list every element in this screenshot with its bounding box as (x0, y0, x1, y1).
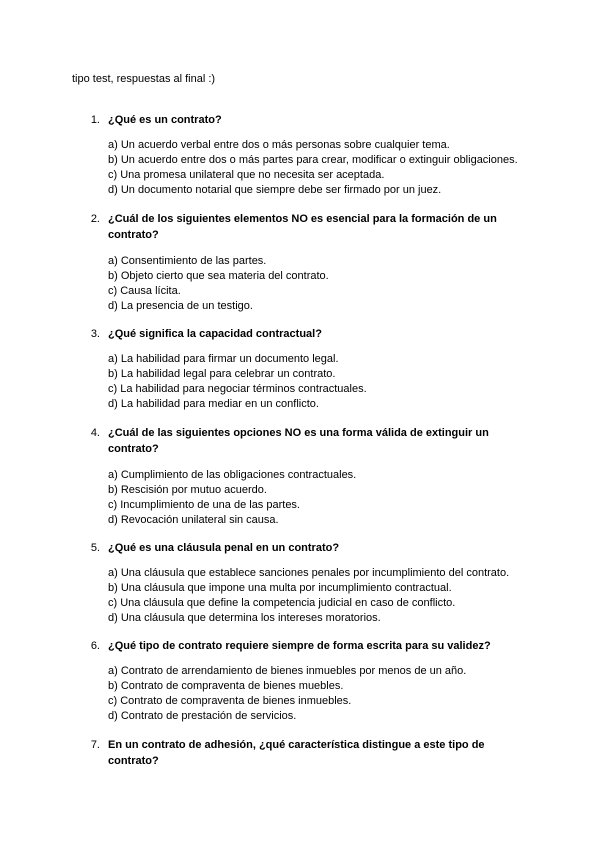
option-d: d) Revocación unilateral sin causa. (108, 514, 279, 526)
question-number: 2. (90, 213, 100, 225)
question-list (72, 113, 532, 769)
question-text: ¿Qué significa la capacidad contractual? (108, 328, 322, 340)
option-d: d) La habilidad para mediar en un conflicto. (108, 398, 319, 410)
option-c: c) La habilidad para negociar términos contractuales. (108, 383, 367, 395)
option-c: c) Una promesa unilateral que no necesita ser aceptada. (108, 169, 385, 181)
option-d: d) Un documento notarial que siempre debe ser firmado por un juez. (108, 184, 442, 196)
option-b: b) Rescisión por mutuo acuerdo. (108, 484, 267, 496)
question-2 (72, 211, 532, 314)
option-c: c) Causa lícita. (108, 285, 181, 297)
question-text: ¿Cuál de las siguientes opciones NO es una forma válida de extinguir un contrato? (108, 427, 489, 455)
option-b: b) Una cláusula que impone una multa por incumplimiento contractual. (108, 582, 452, 594)
options-list (108, 138, 532, 198)
option-b: b) La habilidad legal para celebrar un contrato. (108, 368, 336, 380)
question-number: 3. (90, 328, 100, 340)
option-a: a) Un acuerdo verbal entre dos o más personas sobre cualquier tema. (108, 139, 450, 151)
options-list (108, 664, 532, 724)
question-text: En un contrato de adhesión, ¿qué característica distingue a este tipo de contrato? (108, 739, 485, 767)
option-a: a) Contrato de arrendamiento de bienes inmuebles por menos de un año. (108, 665, 467, 677)
question-text: ¿Qué tipo de contrato requiere siempre de forma escrita para su validez? (108, 640, 491, 652)
option-b: b) Un acuerdo entre dos o más partes para crear, modificar o extinguir obligaciones. (108, 154, 518, 166)
options-list (108, 254, 532, 314)
option-c: c) Una cláusula que define la competencia judicial en caso de conflicto. (108, 597, 456, 609)
options-list (108, 352, 532, 412)
option-a: a) Consentimiento de las partes. (108, 255, 267, 267)
option-a: a) Cumplimiento de las obligaciones contractuales. (108, 469, 357, 481)
option-d: d) La presencia de un testigo. (108, 300, 253, 312)
question-number: 7. (90, 739, 100, 751)
option-a: a) La habilidad para firmar un documento legal. (108, 353, 339, 365)
option-d: d) Una cláusula que determina los intereses moratorios. (108, 612, 381, 624)
question-number: 1. (90, 114, 100, 126)
question-text: ¿Qué es un contrato? (108, 114, 222, 126)
option-c: c) Incumplimiento de una de las partes. (108, 499, 300, 511)
question-4 (72, 425, 532, 528)
question-6 (72, 639, 532, 724)
question-5 (72, 541, 532, 626)
option-a: a) Una cláusula que establece sanciones penales por incumplimiento del contrato. (108, 567, 510, 579)
question-text: ¿Cuál de los siguientes elementos NO es esencial para la formación de un contrato? (108, 213, 497, 241)
option-c: c) Contrato de compraventa de bienes inmuebles. (108, 695, 352, 707)
question-number: 6. (90, 640, 100, 652)
intro-text: tipo test, respuestas al final :) (72, 73, 216, 85)
question-7 (72, 737, 532, 769)
question-number: 5. (90, 542, 100, 554)
question-3 (72, 327, 532, 412)
options-list (108, 468, 532, 528)
question-number: 4. (90, 427, 100, 439)
question-1 (72, 113, 532, 198)
option-b: b) Contrato de compraventa de bienes muebles. (108, 680, 344, 692)
options-list (108, 566, 532, 626)
option-d: d) Contrato de prestación de servicios. (108, 710, 297, 722)
question-text: ¿Qué es una cláusula penal en un contrato? (108, 542, 340, 554)
option-b: b) Objeto cierto que sea materia del contrato. (108, 270, 329, 282)
